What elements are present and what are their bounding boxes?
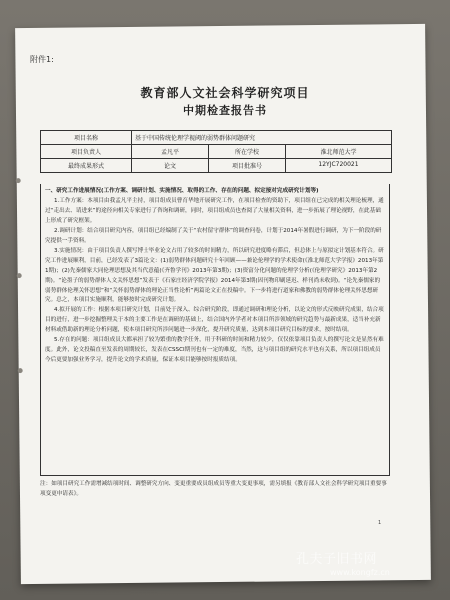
table-row-result-form: [41, 159, 391, 172]
attachment-label: 附件1:: [30, 55, 54, 64]
approval-number-value: 12YJC720021: [318, 161, 359, 168]
watermark-url: www.kongfz.cn: [330, 568, 390, 577]
project-name-label: 项目名称: [41, 131, 132, 144]
leader-value: 孟凡平: [132, 145, 209, 158]
project-name-value: 基于中国传统伦理学视阈的弱势群体问题研究: [135, 135, 256, 142]
binding-hole: [18, 368, 23, 373]
table-row-leader: [41, 145, 391, 159]
binding-hole: [17, 273, 22, 278]
watermark-text: 孔夫子旧书网: [296, 552, 378, 567]
paragraph-work-plan: 1.工作方案：本项目由我孟凡平主持，项目组成员曹育华地开展研究工作，在项目检查的资助下，项目组在已完成的相关理论梳理，通过“走出去、请进来”的途径向相关专家进行了咨询和调研，同时，项目组成员也查阅了大量相关资料，进一步拓展了理论视野，在此基础上形成了研究框架。: [45, 197, 384, 224]
page-subtitle: 中期检查报告书: [183, 104, 267, 117]
approval-number-label: 项目批准号: [209, 159, 286, 172]
progress-content: [40, 184, 390, 476]
footnote: 注：如项目研究工作需增减结项时间、调整研究方向、变更重要成员组成员等重大变更事项，需另填报《教育部人文社会科学研究项目重要事项变更申请表》。: [40, 481, 387, 497]
leader-label: 项目负责人: [41, 145, 132, 158]
result-form-value: 论文: [132, 159, 209, 172]
page-title: 教育部人文社会科学研究项目: [140, 86, 310, 100]
result-form-label: 最终成果形式: [41, 159, 132, 172]
paragraph-implementation: 3.实施情况：由于项目负责人撰写博士毕业论文占用了较多的时间精力，所以研究进度略有滞后，但总体上与原拟定计划基本符合。研究工作进展顺利，目前，已经发表了3篇论文：(1)弱势群体问题研究十年回顾——兼论伦理学的学术使命(《淮北师范大学学报》2013年第1期)；(2)先秦儒家大同伦理思想及其当代意蕴(《齐鲁学刊》2013年第3期)；(3)资富分化问题的伦理学分析(《伦理学研究》2013年第2期)。“论墨子的弱势群体人文关怀思想”发表于《石家庄经济学院学报》2014年第3期(因刊物印刷延迟、样刊尚未收到)。“论先秦儒家的弱势群体伦理关怀思想”和“关怀弱势群体的理论正当性论析”两篇论文正在投稿中。下一步将进行道家和佛教的弱势群体伦理关怀思想研究。总之，本项目实施顺利，能够按时完成研究计划。: [45, 247, 384, 304]
content-heading: 一、研究工作进展情况(工作方案、调研计划、实施情况、取得的工作、存在的问题、拟定接对完成研究计划等): [45, 188, 319, 194]
school-value: 淮北师范大学: [320, 149, 357, 156]
project-info-table: [40, 130, 392, 173]
paragraph-problems: 5.存在的问题：项目组成员大都承担了较为繁重的教学任务，用于科研的时间和精力较少，仅仅依靠项目负责人的撰写论文是显然有难度。此外，论文投稿直至发表的周期较长，发表在CSSCI期刊也有一定的难度，当然，这与项目组的研究水平也有关系，所以项目组成员今后更要加强业务学习，提升论文的学术质量，保证本项目能够按时报质结项。: [45, 337, 384, 364]
table-row-project-name: [41, 131, 391, 145]
binding-hole: [16, 178, 21, 183]
paragraph-survey-plan: 2.调研计划：结合项目研究内容，项目组已经编制了关于“农村留守群体”的调查问卷，计划于2014年暑假进行调研，为下一阶段的研究提供一手资料。: [45, 227, 382, 244]
paragraph-planned-work: 4.拟开展的工作：根据本项目研究计划，目前处于深入、综合研究阶段，即通过调研和理论分析，以论文的形式反映研究成果，结合项目的进行，进一步挖掘整理关于本的主要工作是在调研的基础上，结合国内外学者对本项目所涉领域的研究趋势与最新成果，适当补充新材料或借助新的理论分析问题，使本项目研究所涉问题进一步深化，提升研究质量，达到本项目研究目标的要求，按时结项。: [45, 307, 384, 334]
school-label: 所在学校: [209, 145, 286, 158]
page-number: 1: [378, 520, 382, 526]
